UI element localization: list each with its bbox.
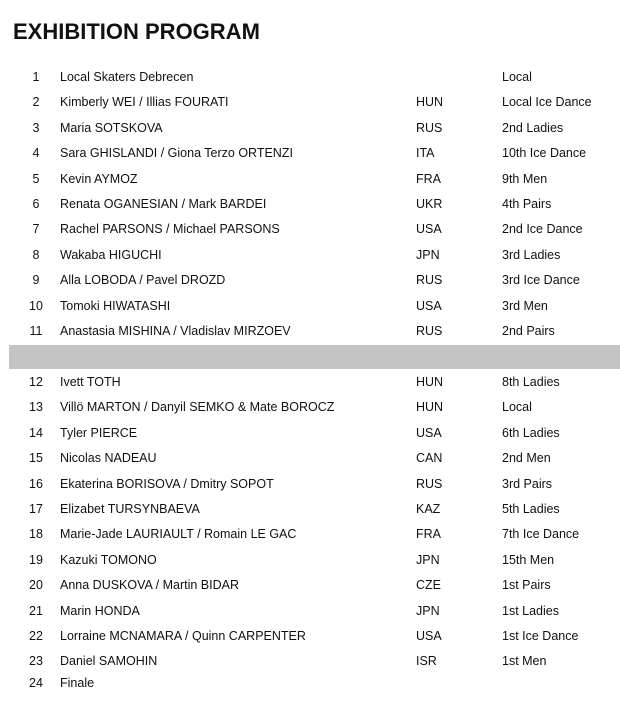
nation-code: CZE [416, 578, 441, 593]
program-number: 17 [29, 502, 43, 516]
nation-code: RUS [416, 273, 443, 288]
program-row [0, 116, 620, 141]
program-number: 10 [29, 298, 43, 313]
competition-result: Local Ice Dance [502, 95, 592, 110]
program-number: 20 [29, 578, 43, 593]
program-row [0, 522, 620, 547]
skater-name: Villö MARTON / Danyil SEMKO & Mate BOROCZ [60, 400, 335, 415]
nation-code: USA [416, 222, 442, 237]
program-row [0, 167, 620, 192]
nation-code: USA [416, 298, 442, 313]
nation-code: JPN [416, 603, 440, 618]
skater-name: Elizabet TURSYNBAEVA [60, 502, 200, 516]
skater-name: Alla LOBODA / Pavel DROZD [60, 273, 226, 288]
skater-name: Daniel SAMOHIN [60, 654, 158, 669]
program-row [0, 472, 620, 497]
nation-code: RUS [416, 120, 443, 135]
program-number: 12 [29, 375, 43, 389]
skater-name: Ekaterina BORISOVA / Dmitry SOPOT [60, 476, 274, 491]
program-number: 3 [32, 120, 40, 135]
program-row [0, 421, 620, 446]
program-number: 14 [29, 425, 43, 440]
nation-code: KAZ [416, 502, 441, 516]
skater-name: Tyler PIERCE [60, 425, 138, 440]
skater-name: Kazuki TOMONO [60, 552, 157, 567]
program-row [0, 497, 620, 522]
program-row [0, 624, 620, 649]
nation-code: CAN [416, 451, 443, 466]
competition-result: 1st Pairs [502, 578, 551, 593]
nation-code: RUS [416, 476, 443, 491]
program-number: 7 [32, 222, 40, 237]
program-row [0, 268, 620, 293]
program-row [0, 446, 620, 471]
competition-result: 3rd Men [502, 298, 548, 313]
competition-result: Local [502, 400, 532, 415]
skater-name: Maria SOTSKOVA [60, 120, 163, 135]
nation-code: RUS [416, 324, 443, 338]
program-row [0, 294, 620, 319]
competition-result: 2nd Ladies [502, 120, 564, 135]
skater-name: Marin HONDA [60, 603, 140, 618]
skater-name: Kevin AYMOZ [60, 171, 138, 186]
competition-result: Local [502, 70, 532, 84]
skater-name: Local Skaters Debrecen [60, 70, 194, 84]
competition-result: 1st Ice Dance [502, 629, 579, 643]
nation-code: UKR [416, 197, 443, 211]
skater-name: Ivett TOTH [60, 375, 121, 389]
competition-result: 1st Ladies [502, 603, 559, 618]
skater-name: Anastasia MISHINA / Vladislav MIRZOEV [60, 324, 291, 338]
program-number: 5 [32, 171, 40, 186]
program-row [0, 65, 620, 90]
skater-name: Nicolas NADEAU [60, 451, 157, 466]
nation-code: USA [416, 425, 442, 440]
program-number: 15 [29, 451, 43, 466]
competition-result: 3rd Pairs [502, 476, 553, 491]
skater-name: Finale [60, 676, 95, 690]
program-number: 16 [29, 476, 43, 491]
nation-code: HUN [416, 375, 444, 389]
program-number: 1 [32, 70, 40, 84]
competition-result: 6th Ladies [502, 425, 560, 440]
program-number: 4 [32, 146, 40, 161]
program-number: 18 [29, 527, 43, 542]
skater-name: Marie-Jade LAURIAULT / Romain LE GAC [60, 527, 297, 542]
program-row [0, 319, 620, 344]
skater-name: Tomoki HIWATASHI [60, 298, 171, 313]
program-number: 23 [29, 654, 43, 669]
nation-code: FRA [416, 171, 441, 186]
program-row [0, 192, 620, 217]
program-number: 21 [29, 603, 43, 618]
program-row [0, 671, 620, 696]
competition-result: 8th Ladies [502, 375, 560, 389]
skater-name: Kimberly WEI / Illias FOURATI [60, 95, 229, 110]
skater-name: Renata OGANESIAN / Mark BARDEI [60, 197, 267, 211]
program-number: 8 [32, 247, 40, 262]
program-row [0, 395, 620, 420]
competition-result: 10th Ice Dance [502, 146, 587, 161]
competition-result: 15th Men [502, 552, 555, 567]
program-number: 11 [29, 324, 43, 338]
skater-name: Lorraine MCNAMARA / Quinn CARPENTER [60, 629, 306, 643]
program-number: 13 [29, 400, 43, 415]
nation-code: JPN [416, 247, 440, 262]
competition-result: 3rd Ladies [502, 247, 561, 262]
nation-code: ISR [416, 654, 437, 669]
nation-code: USA [416, 629, 442, 643]
program-number: 22 [29, 629, 43, 643]
competition-result: 3rd Ice Dance [502, 273, 580, 288]
program-row [0, 548, 620, 573]
nation-code: ITA [416, 146, 435, 161]
nation-code: HUN [416, 400, 444, 415]
competition-result: 5th Ladies [502, 502, 560, 516]
program-number: 6 [32, 197, 40, 211]
skater-name: Anna DUSKOVA / Martin BIDAR [60, 578, 239, 593]
program-number: 9 [32, 273, 40, 288]
nation-code: HUN [416, 95, 444, 110]
program-row [0, 243, 620, 268]
program-row [0, 370, 620, 395]
page-title: EXHIBITION PROGRAM [13, 19, 260, 44]
program-row [0, 90, 620, 115]
program-row [0, 599, 620, 624]
nation-code: FRA [416, 527, 441, 542]
competition-result: 4th Pairs [502, 197, 552, 211]
competition-result: 2nd Men [502, 451, 551, 466]
program-row [0, 217, 620, 242]
program-row [0, 573, 620, 598]
competition-result: 2nd Pairs [502, 324, 555, 338]
competition-result: 7th Ice Dance [502, 527, 580, 542]
nation-code: JPN [416, 552, 440, 567]
skater-name: Rachel PARSONS / Michael PARSONS [60, 222, 280, 237]
competition-result: 2nd Ice Dance [502, 222, 583, 237]
competition-result: 9th Men [502, 171, 548, 186]
program-row [0, 141, 620, 166]
competition-result: 1st Men [502, 654, 547, 669]
intermission-bar [9, 345, 620, 369]
skater-name: Wakaba HIGUCHI [60, 247, 162, 262]
program-number: 24 [29, 676, 43, 690]
skater-name: Sara GHISLANDI / Giona Terzo ORTENZI [60, 146, 293, 161]
program-number: 19 [29, 552, 43, 567]
program-number: 2 [32, 95, 40, 110]
